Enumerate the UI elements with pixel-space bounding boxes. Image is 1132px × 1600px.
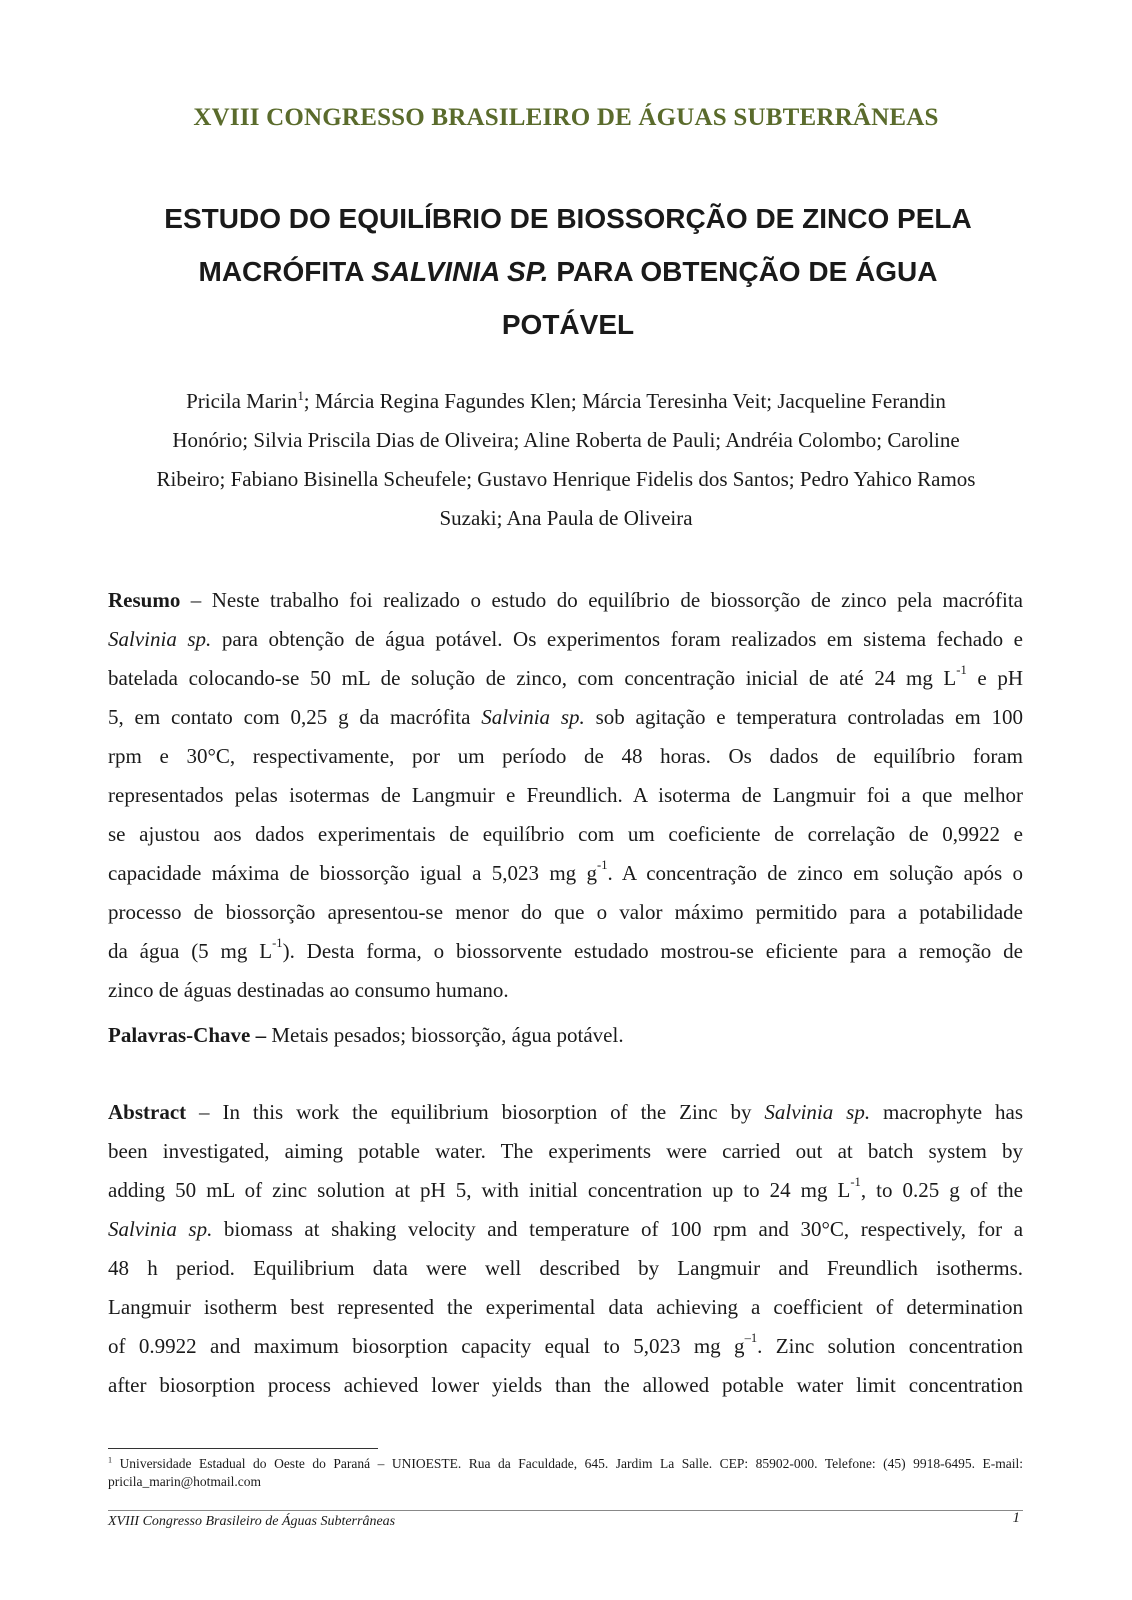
text-line xyxy=(108,1093,1023,1132)
text: – In this work the equilibrium biosorption of the Zinc by xyxy=(186,1100,765,1124)
superscript: -1 xyxy=(850,1175,861,1190)
text-line xyxy=(108,659,1023,698)
text: ). Desta forma, o biossorvente estudado mostrou-se eficiente para a remoção de xyxy=(282,939,1023,963)
text: 5, em contato com 0,25 g da macrófita xyxy=(108,705,482,729)
text-line xyxy=(108,1327,1023,1366)
text: batelada colocando-se 50 mL de solução de zinco, com concentração inicial de até 24 mg L xyxy=(108,666,957,690)
author-line: Suzaki; Ana Paula de Oliveira xyxy=(439,506,693,530)
text-line: se ajustou aos dados experimentais de equilíbrio com um coeficiente de correlação de 0,9922 e xyxy=(108,822,1023,846)
page-number: 1 xyxy=(1012,1510,1020,1526)
text: adding 50 mL of zinc solution at pH 5, with initial concentration up to 24 mg L xyxy=(108,1178,851,1202)
author-name: Pricila Marin xyxy=(186,389,298,413)
text: capacidade máxima de biossorção igual a 5,023 mg g xyxy=(108,861,597,885)
text-line xyxy=(108,1210,1023,1249)
text-line xyxy=(108,620,1023,659)
species-name: Salvinia sp. xyxy=(764,1100,871,1124)
text: biomass at shaking velocity and temperature of 100 rpm and 30°C, respectively, for a xyxy=(212,1217,1024,1241)
text: . Zinc solution concentration xyxy=(757,1334,1023,1358)
text-line: been investigated, aiming potable water. The experiments were carried out at batch system by xyxy=(108,1139,1023,1163)
footer-conference: XVIII Congresso Brasileiro de Águas Subterrâneas xyxy=(108,1514,396,1529)
footnote-divider xyxy=(108,1448,378,1449)
text-line: rpm e 30°C, respectivamente, por um período de 48 horas. Os dados de equilíbrio foram xyxy=(108,744,1023,768)
footer-divider xyxy=(108,1510,1023,1511)
text-line xyxy=(108,698,1023,737)
footnote-marker: 1 xyxy=(297,389,304,403)
text-line: after biosorption process achieved lower yields than the allowed potable water limit concentration xyxy=(108,1373,1023,1397)
species-name: Salvinia sp. xyxy=(481,705,585,729)
conference-header: XVIII CONGRESSO BRASILEIRO DE ÁGUAS SUBTERRÂNEAS xyxy=(193,104,939,131)
footnote-text: Universidade Estadual do Oeste do Paraná – UNIOESTE. Rua da Faculdade, 645. Jardim La Salle. CEP: 85902-000. Telefone: (45) 9918-6495. E-mail: pricila_marin@hotmail.com xyxy=(108,1456,1023,1489)
text: da água (5 mg L xyxy=(108,939,273,963)
author-line: Honório; Silvia Priscila Dias de Oliveira; Aline Roberta de Pauli; Andréia Colombo; Caroline xyxy=(172,428,960,452)
superscript: –1 xyxy=(744,1331,758,1346)
text: of 0.9922 and maximum biosorption capacity equal to 5,023 mg g xyxy=(108,1334,745,1358)
footnote-marker: 1 xyxy=(108,1455,113,1465)
text-line: Langmuir isotherm best represented the experimental data achieving a coefficient of determination xyxy=(108,1295,1023,1319)
author-line: Ribeiro; Fabiano Bisinella Scheufele; Gustavo Henrique Fidelis dos Santos; Pedro Yahico Ramos xyxy=(156,467,976,491)
title-line-3: POTÁVEL xyxy=(501,309,635,340)
text-line: processo de biossorção apresentou-se menor do que o valor máximo permitido para a potabilidade xyxy=(108,900,1023,924)
author-line xyxy=(110,382,1022,421)
text: para obtenção de água potável. Os experimentos foram realizados em sistema fechado e xyxy=(211,627,1023,651)
title-line-1: ESTUDO DO EQUILÍBRIO DE BIOSSORÇÃO DE ZINCO PELA xyxy=(164,203,972,234)
author-list xyxy=(110,382,1022,538)
keywords-text: Metais pesados; biossorção, água potável. xyxy=(266,1023,624,1047)
title-text: MACRÓFITA xyxy=(198,256,372,287)
footnote xyxy=(108,1455,1023,1491)
species-name: SALVINIA SP. xyxy=(371,256,549,287)
species-name: Salvinia sp. xyxy=(108,627,212,651)
superscript: -1 xyxy=(956,663,967,678)
keywords xyxy=(108,1016,624,1055)
text: sob agitação e temperatura controladas em 100 xyxy=(584,705,1023,729)
superscript: -1 xyxy=(272,936,283,951)
abstract-label: Abstract xyxy=(108,1100,187,1124)
text-line: zinco de águas destinadas ao consumo humano. xyxy=(108,978,509,1002)
resumo-label: Resumo xyxy=(108,588,181,612)
text: . A concentração de zinco em solução após o xyxy=(607,861,1023,885)
text: , to 0.25 g of the xyxy=(860,1178,1023,1202)
superscript: -1 xyxy=(597,858,608,873)
text-line xyxy=(108,932,1023,971)
title-text: PARA OBTENÇÃO DE ÁGUA xyxy=(548,256,938,287)
text: – Neste trabalho foi realizado o estudo do equilíbrio de biossorção de zinco pela macrófita xyxy=(180,588,1023,612)
text: macrophyte has xyxy=(870,1100,1024,1124)
title-line-2 xyxy=(96,245,1040,298)
text-line xyxy=(108,854,1023,893)
text-line xyxy=(108,1171,1023,1210)
species-name: Salvinia sp. xyxy=(108,1217,213,1241)
paper-title xyxy=(96,192,1040,351)
text-line: 48 h period. Equilibrium data were well described by Langmuir and Freundlich isotherms. xyxy=(108,1256,1023,1280)
abstract-paragraph xyxy=(108,1093,1023,1405)
text: e pH xyxy=(966,666,1023,690)
text-line xyxy=(108,581,1023,620)
text-line: representados pelas isotermas de Langmuir e Freundlich. A isoterma de Langmuir foi a que melhor xyxy=(108,783,1023,807)
keywords-label: Palavras-Chave – xyxy=(108,1023,267,1047)
resumo-paragraph xyxy=(108,581,1023,1010)
author-names: ; Márcia Regina Fagundes Klen; Márcia Teresinha Veit; Jacqueline Ferandin xyxy=(303,389,946,413)
